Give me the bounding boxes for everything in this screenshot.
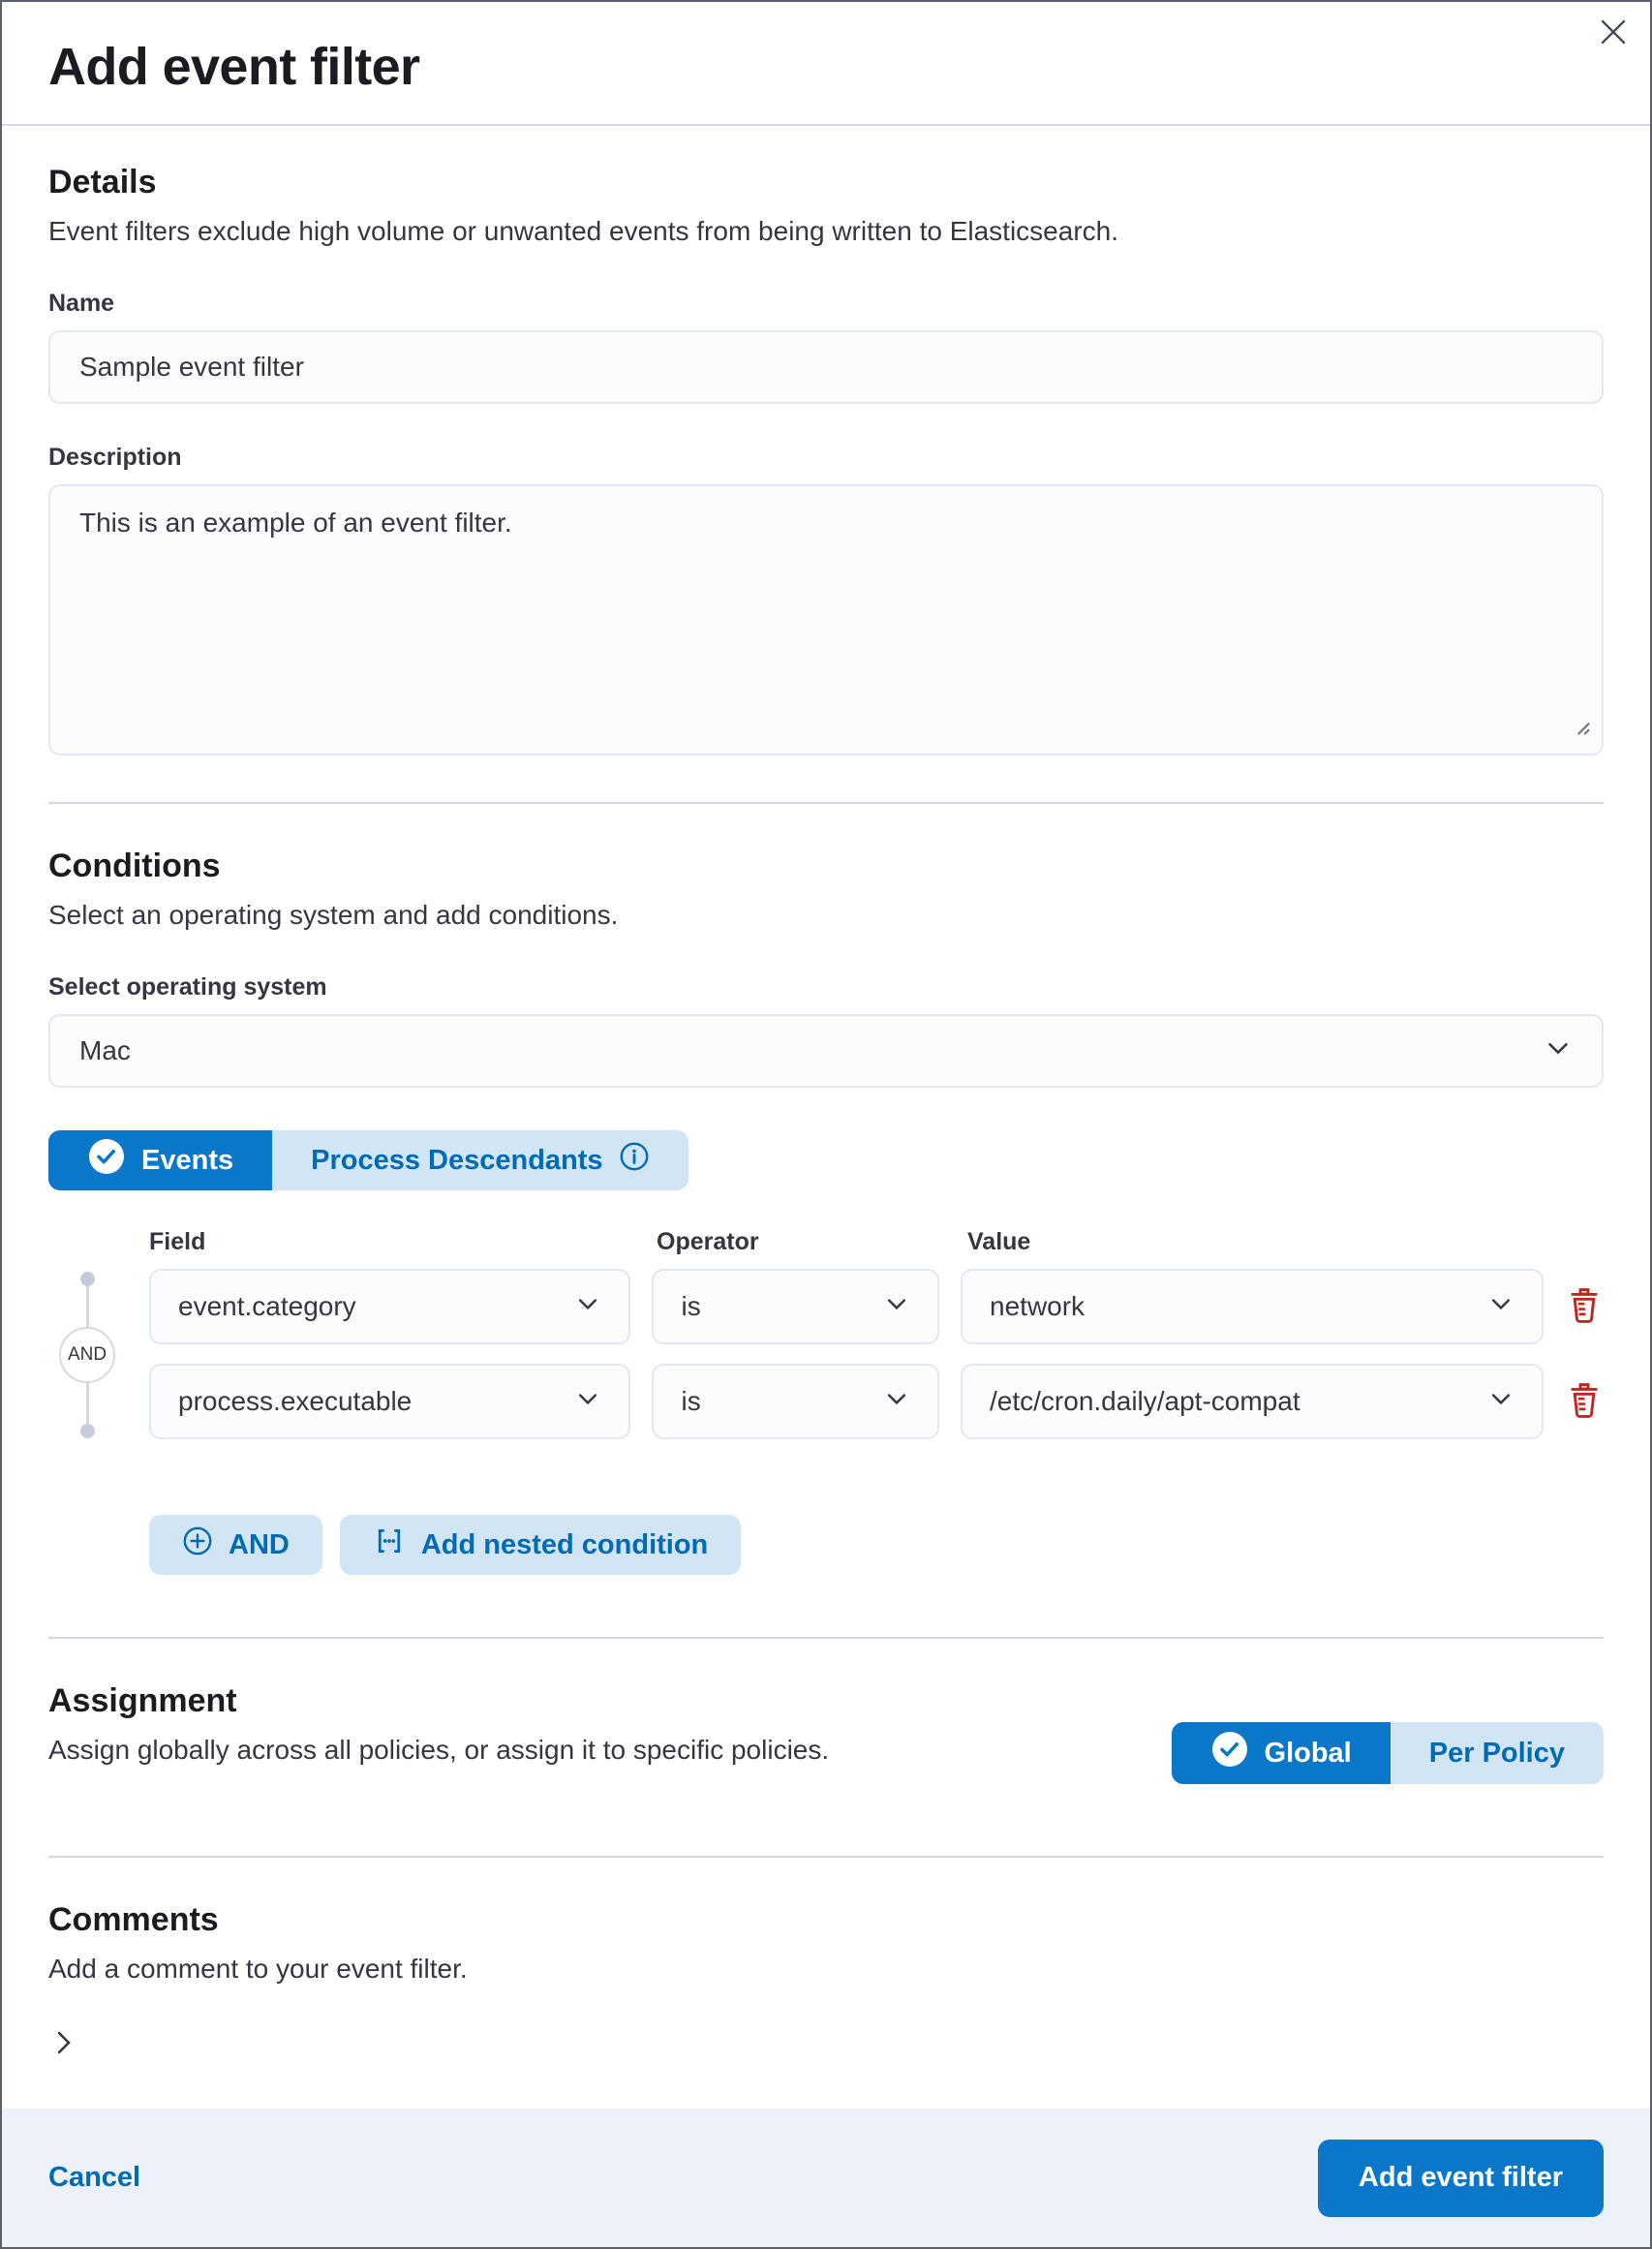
chevron-down-icon [574, 1385, 601, 1419]
operator-select-value: is [681, 1291, 701, 1321]
chevron-right-icon [48, 2027, 79, 2061]
operator-select[interactable] [652, 1269, 939, 1344]
add-nested-condition-label: Add nested condition [420, 1528, 709, 1560]
value-column-label: Value [967, 1228, 1031, 1255]
delete-condition-button[interactable] [1565, 1380, 1604, 1423]
section-divider [48, 1856, 1604, 1858]
assignment-per-policy-button[interactable] [1391, 1722, 1604, 1784]
value-select[interactable] [961, 1364, 1544, 1439]
section-divider [48, 1637, 1604, 1639]
value-select[interactable] [961, 1269, 1544, 1344]
operator-select-value: is [681, 1386, 701, 1416]
details-subtitle: Event filters exclude high volume or unwanted events from being written to Elasticsearch. [48, 216, 1119, 246]
textarea-resize-handle[interactable] [1569, 714, 1594, 746]
assignment-per-policy-label: Per Policy [1428, 1737, 1565, 1769]
field-select-value: process.executable [178, 1386, 413, 1416]
name-label: Name [48, 290, 115, 317]
flyout-footer [2, 2109, 1650, 2247]
flyout-body [2, 126, 1650, 2109]
details-heading: Details [48, 164, 157, 200]
close-icon [1597, 15, 1630, 51]
field-column-label: Field [149, 1228, 206, 1255]
field-select[interactable] [149, 1269, 630, 1344]
chevron-down-icon [1544, 1033, 1573, 1069]
chevron-down-icon [1487, 1290, 1514, 1324]
description-field[interactable] [48, 484, 1604, 755]
description-value: This is an example of an event filter. [79, 508, 512, 538]
field-select-value: event.category [178, 1291, 356, 1321]
comments-section [48, 1898, 1604, 2067]
conditions-builder [48, 1227, 1604, 1439]
close-button[interactable] [1588, 8, 1638, 58]
assignment-subtitle: Assign globally across all policies, or assign it to specific policies. [48, 1735, 830, 1765]
trash-icon [1567, 1381, 1602, 1423]
connector-dot [80, 1424, 95, 1438]
add-and-condition-button[interactable] [149, 1515, 322, 1575]
conditions-subtitle: Select an operating system and add conditions. [48, 900, 619, 930]
os-select-label: Select operating system [48, 973, 327, 1001]
delete-condition-button[interactable] [1565, 1285, 1604, 1328]
tab-events-label: Events [141, 1144, 234, 1176]
add-and-condition-label: AND [229, 1528, 290, 1560]
nested-icon [373, 1525, 406, 1565]
comments-expand-button[interactable] [48, 2020, 95, 2067]
operator-column-label: Operator [657, 1228, 759, 1255]
operator-select[interactable] [652, 1364, 939, 1439]
flyout-header [2, 2, 1650, 126]
plus-in-circle-icon [182, 1525, 213, 1564]
condition-row [149, 1269, 1604, 1344]
tab-process-descendants-label: Process Descendants [311, 1144, 603, 1176]
add-nested-condition-button[interactable] [340, 1515, 741, 1575]
chevron-down-icon [1487, 1385, 1514, 1419]
comments-subtitle: Add a comment to your event filter. [48, 1954, 468, 1984]
assignment-heading: Assignment [48, 1682, 237, 1719]
page-title: Add event filter [48, 38, 420, 96]
condition-row [149, 1364, 1604, 1439]
value-select-value: network [990, 1291, 1086, 1321]
field-select[interactable] [149, 1364, 630, 1439]
os-select-value: Mac [79, 1035, 131, 1065]
name-field[interactable] [48, 330, 1604, 404]
tab-process-descendants[interactable] [272, 1130, 688, 1190]
check-in-circle-icon [1210, 1730, 1249, 1776]
assignment-text [48, 1679, 829, 1784]
chevron-down-icon [883, 1290, 910, 1324]
and-connector [59, 1272, 115, 1438]
conditions-section [48, 845, 1604, 1575]
os-select[interactable] [48, 1014, 1604, 1088]
and-badge: AND [59, 1327, 115, 1383]
value-select-value: /etc/cron.daily/apt-compat [990, 1386, 1300, 1416]
assignment-section [48, 1679, 1604, 1784]
section-divider [48, 802, 1604, 804]
condition-actions [149, 1515, 1604, 1575]
condition-column-labels [149, 1227, 1604, 1257]
chevron-down-icon [574, 1290, 601, 1324]
assignment-global-button[interactable] [1172, 1722, 1391, 1784]
trash-icon [1567, 1286, 1602, 1328]
info-icon [619, 1141, 650, 1180]
cancel-button[interactable]: Cancel [48, 2162, 141, 2193]
assignment-global-label: Global [1264, 1737, 1352, 1769]
comments-heading: Comments [48, 1901, 219, 1938]
description-label: Description [48, 444, 182, 471]
assignment-button-group [1172, 1722, 1604, 1784]
condition-type-button-group [48, 1130, 688, 1190]
details-section [48, 161, 1604, 755]
conditions-heading: Conditions [48, 847, 221, 884]
tab-events[interactable] [48, 1130, 272, 1190]
connector-dot [80, 1272, 95, 1286]
add-event-filter-button[interactable]: Add event filter [1318, 2140, 1604, 2217]
check-in-circle-icon [87, 1137, 126, 1184]
chevron-down-icon [883, 1385, 910, 1419]
